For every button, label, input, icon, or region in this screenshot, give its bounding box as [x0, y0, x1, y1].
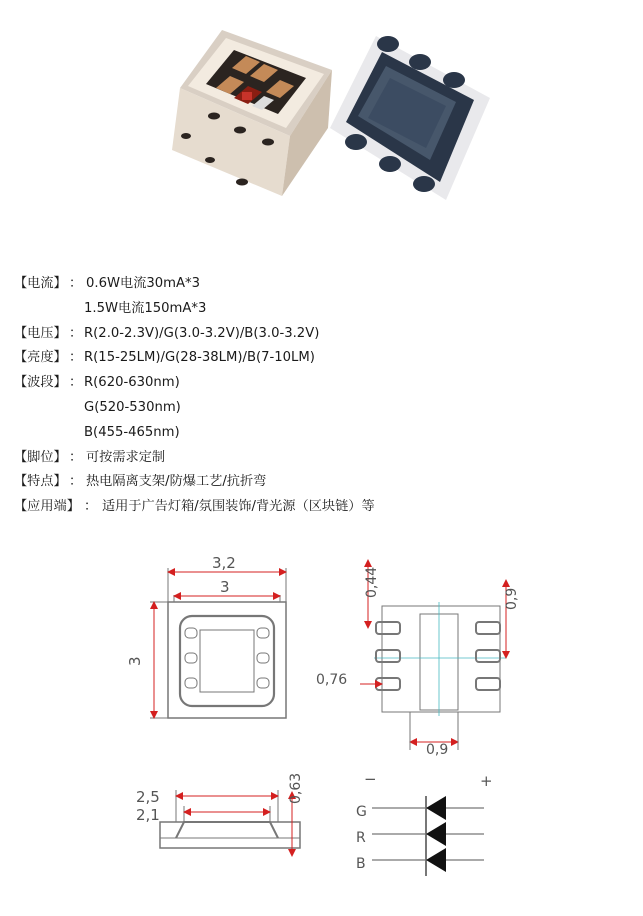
spec-row-brightness [14, 346, 634, 371]
spec-row-wavelength-b [14, 421, 634, 446]
spec-value: R(620-630nm) [84, 375, 180, 391]
spec-separator: ： [84, 499, 98, 515]
channel-label-g: G [356, 804, 367, 820]
spec-value: G(520-530nm) [84, 399, 181, 415]
spec-row-applications [14, 495, 634, 520]
top-view-drawing [150, 568, 286, 718]
spec-row-current-continued [14, 297, 634, 322]
spec-label: 【脚位】 [14, 449, 67, 465]
dim-side-right-pitch: 0,9 [504, 587, 520, 610]
dim-top-width-outer: 3,2 [212, 554, 236, 572]
led-front-view [172, 30, 332, 196]
channel-label-b: B [356, 856, 366, 872]
spec-row-wavelength [14, 371, 634, 396]
dimension-drawings [120, 540, 540, 900]
spec-separator: ： [69, 325, 83, 341]
diode-r-symbol [426, 822, 446, 846]
led-back-view [330, 36, 490, 200]
diode-schematic [356, 770, 493, 876]
dim-side-pad-width: 0,76 [316, 672, 348, 688]
polarity-plus: + [480, 772, 493, 790]
dim-profile-outer: 2,5 [136, 788, 160, 806]
spec-separator: ： [69, 474, 83, 490]
spec-label: 【特点】 [14, 474, 67, 490]
spec-row-current [14, 272, 634, 297]
spec-label: 【应用端】 [14, 499, 80, 515]
spec-value: R(2.0-2.3V)/G(3.0-3.2V)/B(3.0-3.2V) [84, 325, 320, 341]
diode-b-symbol [426, 848, 446, 872]
spec-separator: ： [69, 276, 83, 291]
dim-profile-height: 0,63 [288, 772, 304, 804]
dim-top-height: 3 [126, 656, 144, 666]
spec-value: 0.6W电流30mA*3 [86, 276, 201, 291]
spec-label: 【电流】 [14, 276, 67, 291]
dim-side-top-offset: 0,44 [364, 566, 380, 598]
diode-g-symbol [426, 796, 446, 820]
spec-separator: ： [69, 350, 83, 366]
spec-row-voltage [14, 322, 634, 347]
spec-row-features [14, 470, 634, 495]
spec-label: 【亮度】 [14, 350, 67, 366]
spec-value: 适用于广告灯箱/氛围装饰/背光源（区块链）等 [102, 499, 375, 515]
spec-value: 可按需求定制 [86, 449, 166, 465]
spec-row-pinout [14, 446, 634, 471]
spec-row-wavelength-g [14, 396, 634, 421]
spec-label: 【电压】 [14, 325, 67, 341]
spec-separator: ： [69, 449, 83, 465]
dim-profile-inner: 2,1 [136, 806, 160, 824]
polarity-minus: − [364, 770, 377, 788]
spec-list [14, 272, 634, 520]
spec-label: 【波段】 [14, 375, 67, 391]
dim-side-bottom-pitch: 0,9 [426, 742, 449, 758]
spec-value: 1.5W电流150mA*3 [84, 300, 207, 316]
product-photo [150, 18, 500, 208]
profile-view-drawing [160, 790, 300, 856]
spec-value: B(455-465nm) [84, 424, 180, 440]
channel-label-r: R [356, 830, 366, 846]
dim-top-width-inner: 3 [220, 578, 230, 596]
spec-value: 热电隔离支架/防爆工艺/抗折弯 [86, 474, 267, 490]
spec-separator: ： [69, 375, 83, 391]
pad-view-drawing [360, 560, 506, 750]
spec-value: R(15-25LM)/G(28-38LM)/B(7-10LM) [84, 350, 315, 366]
